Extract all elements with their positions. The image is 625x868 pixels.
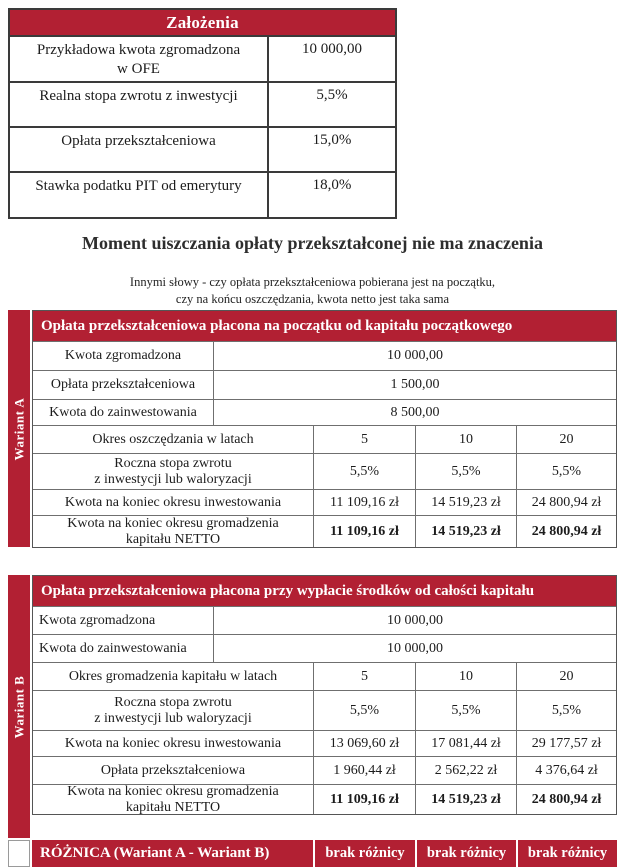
netto-value: 24 800,94 zł (531, 523, 602, 539)
difference-value: brak różnicy (415, 840, 516, 867)
netto-value: 11 109,16 zł (314, 785, 416, 814)
difference-value: brak różnicy (516, 840, 617, 867)
table-row (33, 606, 616, 634)
row-label (33, 516, 314, 547)
amount-value: 24 800,94 zł (531, 494, 602, 510)
assumption-label-line: Opłata przekształceniowa (61, 133, 216, 149)
difference-left-spacer (8, 840, 30, 867)
year-value: 5 (314, 426, 416, 453)
row-label: Kwota na koniec okresu inwestowania (33, 490, 314, 515)
amount-value: 14 519,23 zł (416, 490, 517, 515)
assumption-row (10, 126, 395, 171)
row-label: Okres gromadzenia kapitału w latach (33, 663, 314, 690)
difference-row (32, 840, 617, 867)
row-label (33, 785, 314, 814)
assumption-label-line: Stawka podatku PIT od emerytury (35, 178, 242, 194)
rate-value: 5,5% (551, 463, 582, 479)
page-subtitle-line: Innymi słowy - czy opłata przekształceniowa pobierana jest na początku, (129, 275, 496, 289)
page-title: Moment uiszczania opłaty przekształconej nie ma znaczenia (82, 233, 543, 253)
table-row-fee (33, 756, 616, 784)
assumption-value: 5,5% (316, 87, 348, 103)
table-row-netto (33, 515, 616, 547)
rate-value: 5,5% (314, 691, 416, 730)
netto-value: 24 800,94 zł (531, 791, 602, 807)
netto-value: 14 519,23 zł (416, 516, 517, 547)
row-label: Kwota zgromadzona (33, 342, 214, 370)
amount-value: 11 109,16 zł (314, 490, 416, 515)
table-row-end-amount (33, 730, 616, 756)
row-value: 8 500,00 (390, 404, 440, 420)
row-label-line: Kwota na koniec okresu gromadzenia (67, 783, 279, 799)
variant-b-sidebar (8, 575, 30, 838)
year-value: 10 (416, 426, 517, 453)
variant-b-table (32, 575, 617, 815)
row-label (33, 454, 314, 489)
page-subtitle (0, 274, 625, 308)
rate-value: 5,5% (416, 691, 517, 730)
row-label: Kwota do zainwestowania (33, 635, 214, 662)
row-label-line: z inwestycji lub waloryzacji (94, 710, 252, 726)
row-value: 10 000,00 (387, 348, 443, 363)
row-label: Opłata przekształceniowa (33, 757, 314, 784)
assumption-label-line: w OFE (117, 61, 160, 77)
row-value: 1 500,00 (390, 377, 440, 392)
row-label: Kwota do zainwestowania (33, 400, 214, 425)
variant-a-sidebar-label: Wariant A (11, 397, 26, 460)
table-row-rate (33, 690, 616, 730)
rate-value: 5,5% (416, 454, 517, 489)
table-row-years (33, 425, 616, 453)
amount-value: 13 069,60 zł (314, 731, 416, 756)
row-label-line: kapitału NETTO (125, 799, 221, 815)
netto-value: 14 519,23 zł (416, 785, 517, 814)
assumptions-table-title: Założenia (10, 10, 395, 35)
assumption-value: 15,0% (312, 132, 352, 148)
table-row-rate (33, 453, 616, 489)
difference-label: RÓŻNICA (Wariant A - Wariant B) (40, 845, 270, 861)
row-label: Opłata przekształceniowa (33, 371, 214, 399)
row-label: Kwota na koniec okresu inwestowania (33, 731, 314, 756)
assumption-label (10, 83, 269, 126)
variant-b-band-title: Opłata przekształceniowa płacona przy wypłacie środków od całości kapitału (33, 576, 616, 606)
row-label-line: Roczna stopa zwrotu (114, 694, 232, 710)
row-label (33, 691, 314, 730)
row-label: Kwota zgromadzona (33, 607, 214, 634)
page-subtitle-line: czy na końcu oszczędzania, kwota netto jest taka sama (175, 292, 450, 306)
rate-value: 5,5% (551, 702, 582, 718)
row-label-line: Kwota na koniec okresu gromadzenia (67, 515, 279, 531)
assumptions-table (8, 8, 397, 219)
table-row-netto (33, 784, 616, 814)
variant-a-table (32, 310, 617, 548)
difference-value: brak różnicy (313, 840, 415, 867)
variant-a-band-title: Opłata przekształceniowa płacona na początku od kapitału początkowego (33, 311, 616, 341)
assumption-value: 18,0% (312, 177, 352, 193)
row-value: 10 000,00 (387, 612, 443, 628)
assumption-label (10, 173, 269, 217)
variant-a-sidebar (8, 310, 30, 547)
fee-value: 2 562,22 zł (416, 757, 517, 784)
netto-value: 11 109,16 zł (314, 516, 416, 547)
row-value: 10 000,00 (387, 640, 443, 656)
year-value: 20 (559, 668, 574, 684)
assumption-label-line: Przykładowa kwota zgromadzona (36, 42, 241, 58)
table-row-end-amount (33, 489, 616, 515)
assumption-label (10, 128, 269, 171)
assumption-row (10, 81, 395, 126)
row-label-line: kapitału NETTO (125, 531, 221, 547)
assumption-row (10, 35, 395, 81)
assumption-row (10, 171, 395, 217)
row-label-line: Roczna stopa zwrotu (114, 455, 232, 471)
table-row (33, 341, 616, 370)
table-row (33, 399, 616, 425)
table-row-years (33, 662, 616, 690)
assumption-value: 10 000,00 (302, 41, 362, 57)
fee-value: 1 960,44 zł (314, 757, 416, 784)
year-value: 5 (314, 663, 416, 690)
table-row (33, 370, 616, 399)
row-label: Okres oszczędzania w latach (33, 426, 314, 453)
rate-value: 5,5% (314, 454, 416, 489)
year-value: 10 (416, 663, 517, 690)
row-label-line: z inwestycji lub waloryzacji (94, 471, 252, 487)
assumption-label-line: Realna stopa zwrotu z inwestycji (39, 88, 238, 104)
fee-value: 4 376,64 zł (535, 762, 598, 778)
year-value: 20 (559, 431, 574, 447)
amount-value: 17 081,44 zł (416, 731, 517, 756)
variant-b-sidebar-label: Wariant B (11, 675, 26, 738)
table-row (33, 634, 616, 662)
amount-value: 29 177,57 zł (531, 735, 602, 751)
assumption-label (10, 37, 269, 81)
